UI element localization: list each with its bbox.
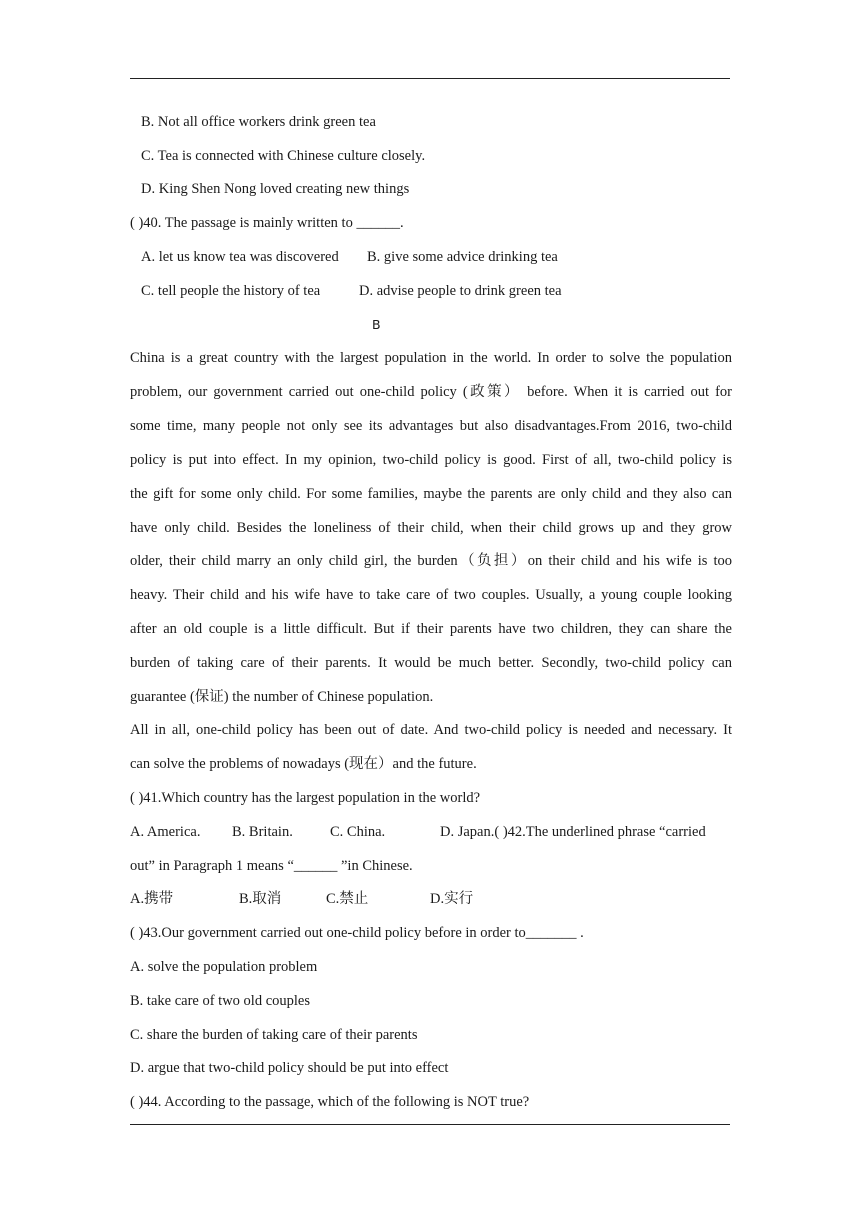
question-42-options — [130, 889, 732, 909]
passage-line: guarantee (保证) the number of Chinese population. — [130, 689, 434, 705]
option-a: A.携带 — [130, 891, 174, 907]
question-40: ( )40. The passage is mainly written to ______. — [130, 215, 404, 231]
question-41-options — [130, 822, 732, 842]
option-a: A. America. — [130, 824, 201, 840]
option-a: A. solve the population problem — [130, 959, 318, 975]
section-label: B — [372, 317, 381, 332]
question-42: out” in Paragraph 1 means “______ ”in Chinese. — [130, 858, 413, 874]
passage-line: heavy. Their child and his wife have to take care of two couples. Usually, a young couple looking — [130, 587, 732, 603]
option-b: B. take care of two old couples — [130, 993, 310, 1009]
option-d: D.实行 — [430, 891, 474, 907]
option-c: C. China. — [330, 824, 386, 840]
option-b: B. Britain. — [232, 824, 293, 840]
passage-line: the gift for some only child. For some families, maybe the parents are only child and they also can — [130, 486, 732, 502]
option-b: B. Not all office workers drink green tea — [141, 114, 376, 130]
header-rule — [130, 78, 730, 79]
question-41: ( )41.Which country has the largest population in the world? — [130, 790, 481, 806]
option-c: C. tell people the history of tea — [141, 283, 321, 299]
option-d-and-question-42: D. Japan.( )42.The underlined phrase “carried — [440, 824, 706, 840]
passage-line: China is a great country with the largest population in the world. In order to solve the population — [130, 350, 732, 366]
passage-line: some time, many people not only see its advantages but also disadvantages.From 2016, two-child — [130, 418, 732, 434]
option-b: B. give some advice drinking tea — [367, 249, 558, 265]
passage-line: older, their child marry an only child girl, the burden（负担）on their child and his wife is too — [130, 553, 732, 569]
question-43: ( )43.Our government carried out one-child policy before in order to_______ . — [130, 925, 584, 941]
conclusion-line: All in all, one-child policy has been out of date. And two-child policy is needed and necessary. It — [130, 722, 732, 738]
option-d: D. King Shen Nong loved creating new things — [141, 181, 410, 197]
option-b: B.取消 — [239, 891, 282, 907]
question-40-options-row1 — [141, 247, 743, 267]
passage-line: policy is put into effect. In my opinion, two-child policy is good. First of all, two-child policy is — [130, 452, 732, 468]
passage-line: after an old couple is a little difficult. But if their parents have two children, they can share the — [130, 621, 732, 637]
passage-line: burden of taking care of their parents. It would be much better. Secondly, two-child policy can — [130, 655, 732, 671]
option-d: D. argue that two-child policy should be put into effect — [130, 1060, 449, 1076]
passage-line: have only child. Besides the loneliness of their child, when their child grows up and they grow — [130, 520, 732, 536]
passage-line: problem, our government carried out one-child policy (政策） before. When it is carried out for — [130, 384, 732, 400]
question-40-options-row2 — [141, 281, 743, 301]
question-44: ( )44. According to the passage, which of the following is NOT true? — [130, 1094, 530, 1110]
option-a: A. let us know tea was discovered — [141, 249, 339, 265]
option-c: C.禁止 — [326, 891, 369, 907]
footer-rule — [130, 1124, 730, 1125]
option-c: C. Tea is connected with Chinese culture closely. — [141, 148, 426, 164]
option-c: C. share the burden of taking care of their parents — [130, 1027, 418, 1043]
conclusion-line: can solve the problems of nowadays (现在）and the future. — [130, 756, 477, 772]
option-d: D. advise people to drink green tea — [359, 283, 562, 299]
